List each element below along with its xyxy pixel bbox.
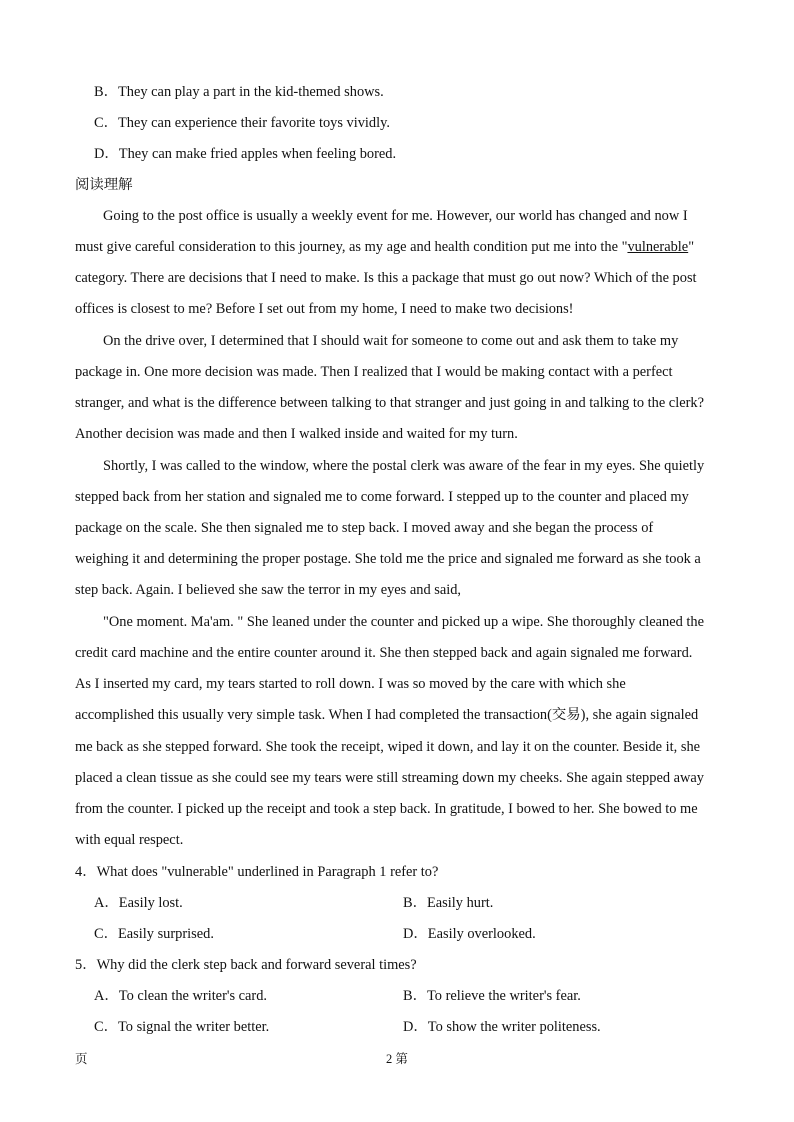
passage-line: weighing it and determining the proper postage. She told me the price and signaled me forward as she took a [75,551,701,567]
q4-option-a [94,895,183,911]
option-letter: B． [403,895,427,911]
option-letter: B． [403,988,427,1004]
passage-line [75,239,694,255]
option-letter: D． [403,926,428,942]
question-number: 4． [75,864,97,880]
q5-option-c [94,1019,269,1035]
passage-text: must give careful consideration to this journey, as my age and health condition put me into the " [75,239,628,255]
question-text: What does "vulnerable" underlined in Paragraph 1 refer to? [96,864,439,880]
q4-option-c [94,926,214,942]
passage-line: stranger, and what is the difference between talking to that stranger and just going in and talking to the clerk? [75,395,704,411]
passage-line: from the counter. I picked up the receipt and took a step back. In gratitude, I bowed to her. She bowed to me [75,801,698,817]
prev-option-d [94,146,396,162]
passage-line: As I inserted my card, my tears started to roll down. I was so moved by the care with which she [75,676,626,692]
prev-option-b [94,84,384,100]
passage-line: Another decision was made and then I walked inside and waited for my turn. [75,426,518,442]
option-text: To signal the writer better. [118,1019,270,1035]
question-5-stem [75,957,417,973]
passage-line: "One moment. Ma'am. " She leaned under the counter and picked up a wipe. She thoroughly cleaned the [103,614,704,630]
option-text: They can experience their favorite toys vividly. [118,115,390,131]
section-heading: 阅读理解 [75,177,133,193]
option-letter: D． [94,146,119,162]
option-letter: C． [94,926,118,942]
option-text: Easily hurt. [427,895,494,911]
passage-line: package on the scale. She then signaled me to step back. I moved away and she began the process of [75,520,654,536]
option-text: To clean the writer's card. [118,988,268,1004]
option-letter: A． [94,988,119,1004]
passage-line: step back. Again. I believed she saw the terror in my eyes and said, [75,582,462,598]
passage-line: stepped back from her station and signaled me to come forward. I stepped up to the counter and placed my [75,489,689,505]
passage-line: package in. One more decision was made. Then I realized that I would be making contact with a perfect [75,364,673,380]
q5-option-b [403,988,581,1004]
question-number: 5． [75,957,97,973]
q4-option-b [403,895,493,911]
passage-text: " [688,239,695,255]
passage-line: placed a clean tissue as she could see my tears were still streaming down my cheeks. She again stepped away [75,770,704,786]
option-letter: B． [94,84,118,100]
option-text: Easily lost. [118,895,183,911]
passage-line: On the drive over, I determined that I should wait for someone to come out and ask them to take my [103,333,679,349]
passage-line: accomplished this usually very simple task. When I had completed the transaction(交易), she again signaled [75,707,699,723]
option-letter: C． [94,1019,118,1035]
option-letter: C． [94,115,118,131]
question-4-stem [75,864,438,880]
option-letter: A． [94,895,119,911]
q4-option-d [403,926,536,942]
footer-page-label: 页 [75,1052,88,1066]
option-text: Easily surprised. [118,926,214,942]
footer-page-number: 2 第 [386,1052,408,1066]
option-text: To show the writer politeness. [427,1019,601,1035]
passage-line: with equal respect. [75,832,184,848]
passage-line: offices is closest to me? Before I set out from my home, I need to make two decisions! [75,301,574,317]
passage-line: credit card machine and the entire counter around it. She then stepped back and again signaled me forward. [75,645,693,661]
option-text: They can make fried apples when feeling bored. [118,146,397,162]
prev-option-c [94,115,390,131]
q5-option-a [94,988,267,1004]
q5-option-d [403,1019,601,1035]
passage-line: Going to the post office is usually a weekly event for me. However, our world has changed and now I [103,208,688,224]
passage-line: category. There are decisions that I need to make. Is this a package that must go out now? Which of the post [75,270,697,286]
option-text: They can play a part in the kid-themed shows. [118,84,384,100]
option-text: To relieve the writer's fear. [427,988,581,1004]
passage-line: me back as she stepped forward. She took the receipt, wiped it down, and lay it on the counter. Beside it, she [75,739,701,755]
passage-line: Shortly, I was called to the window, where the postal clerk was aware of the fear in my eyes. She quietly [103,458,705,474]
option-text: Easily overlooked. [427,926,536,942]
question-text: Why did the clerk step back and forward several times? [96,957,417,973]
underlined-word: vulnerable [627,239,689,255]
option-letter: D． [403,1019,428,1035]
